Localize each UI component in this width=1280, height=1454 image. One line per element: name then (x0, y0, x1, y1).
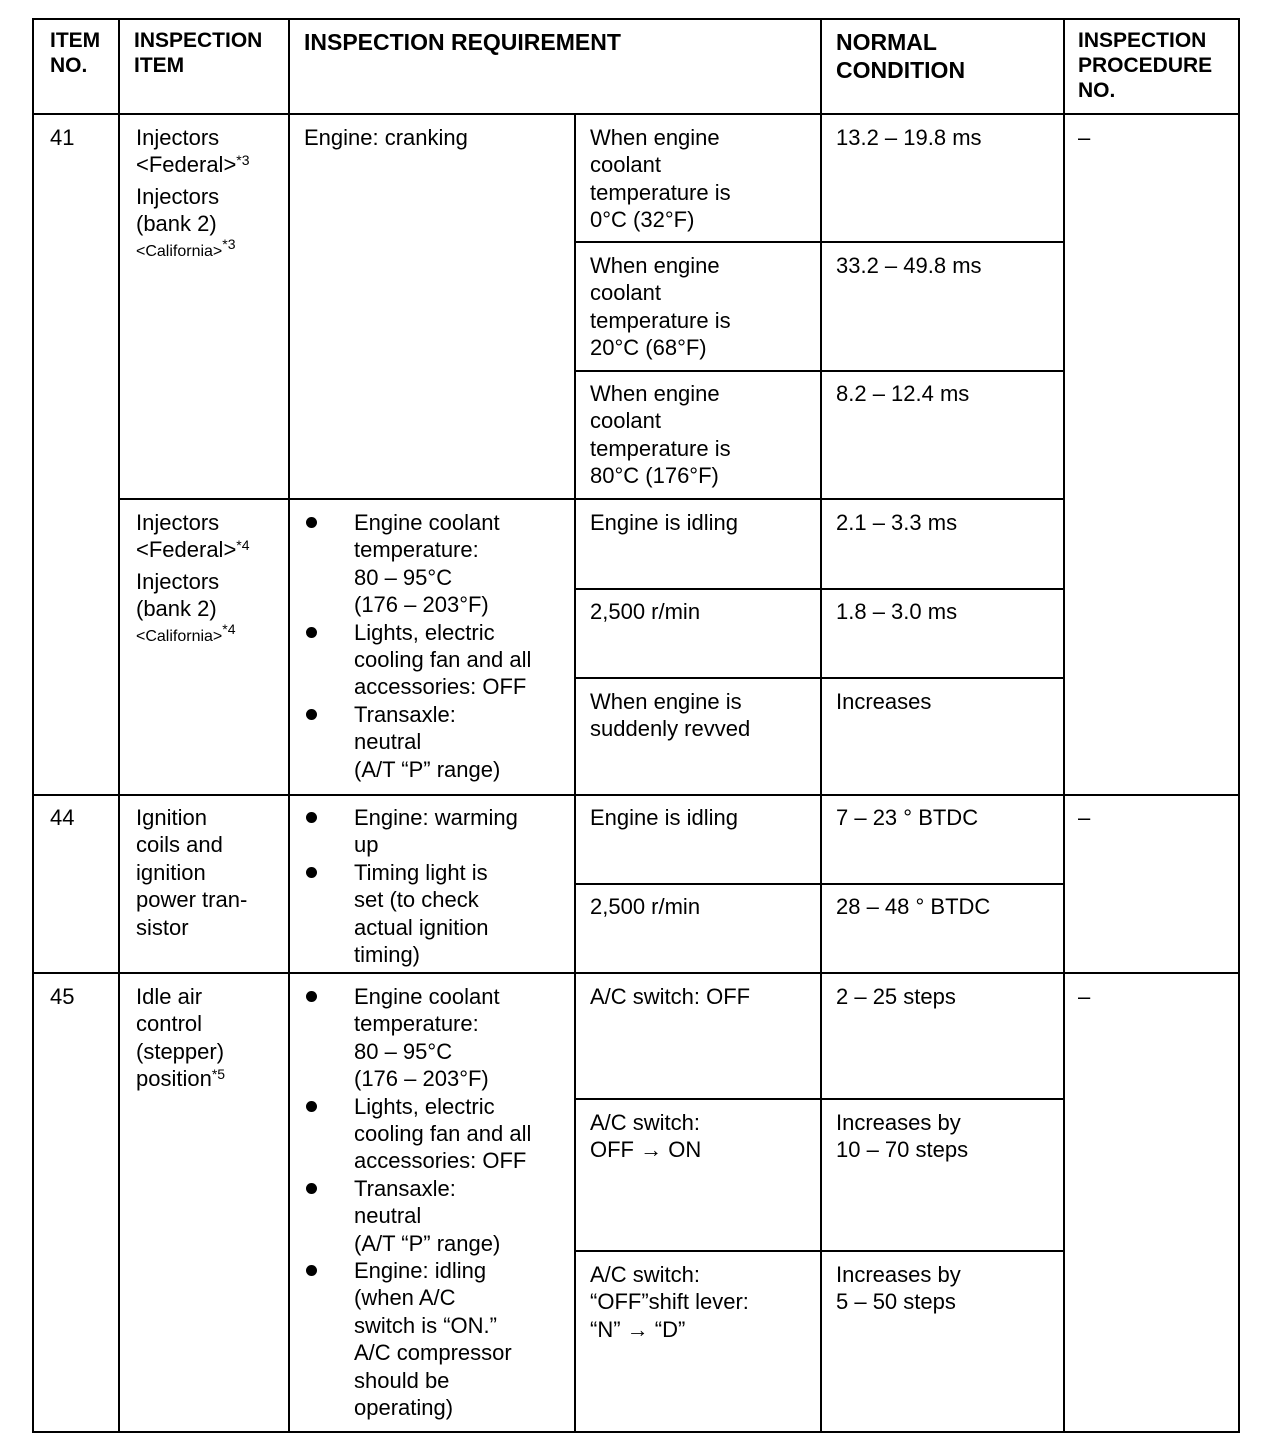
item-line: control (136, 1011, 203, 1037)
header-inspection-item-line2: ITEM (134, 54, 185, 77)
row44-bottom-rule (32, 972, 1240, 974)
condition-line: When engine (590, 125, 720, 150)
row45-procedure-no: – (1078, 984, 1091, 1009)
header-normal-condition-line1: NORMAL (836, 29, 937, 55)
footnote-ref: *3 (236, 152, 250, 169)
item-line: sistor (136, 914, 189, 940)
table-border-top (32, 18, 1240, 20)
item-line: Ignition (136, 805, 207, 830)
row45-normal-1: 2 – 25 steps (836, 984, 956, 1009)
row41a-sub1-rule (574, 241, 1065, 243)
row41a-sub2-rule (574, 370, 1065, 372)
requirement-bullet (290, 1175, 572, 1257)
bullet-line: temperature: (354, 537, 479, 563)
item-line: Idle air (136, 984, 203, 1009)
item-line (136, 1065, 225, 1092)
header-inspection-item (134, 28, 262, 78)
row45-sub1-rule (574, 1098, 1065, 1100)
row41a-item-line (136, 151, 250, 178)
header-bottom-rule (32, 113, 1240, 115)
condition-line: When engine (590, 253, 720, 278)
row44-normal-2: 28 – 48 ° BTDC (836, 894, 991, 919)
row41a-normal-3: 8.2 – 12.4 ms (836, 381, 970, 406)
row41a-item-variant: <California> (136, 242, 223, 260)
condition-line: “OFF”shift lever: (590, 1289, 749, 1315)
bullet-line: cooling fan and all (354, 1121, 532, 1147)
row45-condition-1: A/C switch: OFF (590, 984, 751, 1009)
condition-line: When engine (590, 381, 720, 406)
header-procedure-no-line1: INSPECTION (1078, 29, 1207, 52)
row44-item-no: 44 (50, 805, 75, 830)
row41a-requirement: Engine: cranking (304, 125, 468, 150)
requirement-bullet (290, 804, 572, 859)
bullet-line: temperature: (354, 1011, 479, 1037)
condition-line: OFF → ON (590, 1137, 702, 1163)
header-normal-condition (836, 28, 965, 84)
row41b-normal-3: Increases (836, 689, 932, 714)
bullet-line: Timing light is (354, 859, 488, 885)
bullet-line: operating) (354, 1395, 454, 1421)
requirement-bullet (290, 859, 572, 969)
row41a-condition-2 (590, 252, 731, 362)
bullet-line: (when A/C (354, 1285, 456, 1311)
bullet-line: Engine: idling (354, 1258, 487, 1284)
header-item-no-line2: NO. (50, 54, 88, 77)
row41a-condition-1 (590, 124, 731, 234)
condition-line: coolant (590, 408, 661, 434)
row41-group-rule (118, 498, 1065, 500)
row41a-item-name (136, 124, 250, 265)
header-item-no-line1: ITEM (50, 29, 101, 52)
row41-procedure-no: – (1078, 125, 1091, 150)
row45-condition-2 (590, 1109, 701, 1164)
bullet-line: switch is “ON.” (354, 1312, 497, 1338)
footnote-ref: *4 (222, 620, 236, 637)
bullet-line: 80 – 95°C (354, 564, 453, 590)
table-border-bottom (32, 1431, 1240, 1433)
row41a-condition-3 (590, 380, 731, 490)
row41b-item-line: Injectors (136, 568, 220, 594)
bullet-line: Transaxle: (354, 1175, 456, 1201)
row44-condition-2: 2,500 r/min (590, 894, 701, 919)
row44-condition-1: Engine is idling (590, 805, 738, 830)
condition-line: temperature is (590, 435, 731, 461)
bullet-line: A/C compressor (354, 1340, 512, 1366)
condition-line: temperature is (590, 179, 731, 205)
item-line: power tran- (136, 887, 248, 913)
header-inspection-requirement: INSPECTION REQUIREMENT (304, 29, 621, 55)
row41b-condition-2: 2,500 r/min (590, 599, 701, 624)
condition-line: A/C switch: (590, 1262, 701, 1287)
normal-line: Increases by (836, 1262, 961, 1287)
condition-line: coolant (590, 152, 661, 178)
header-inspection-item-line1: INSPECTION (134, 29, 263, 52)
condition-line: “N” → “D” (590, 1316, 686, 1342)
row41a-item-variant: <Federal> (136, 152, 237, 178)
bullet-line: Lights, electric (354, 1093, 495, 1119)
footnote-ref: *3 (222, 235, 236, 252)
item-line-text: position (136, 1066, 212, 1092)
item-line: (stepper) (136, 1038, 225, 1064)
bullet-line: actual ignition (354, 914, 489, 940)
bullet-line: Engine coolant (354, 984, 500, 1009)
bullet-line: (A/T “P” range) (354, 756, 501, 782)
condition-line: temperature is (590, 307, 731, 333)
table-border-left (32, 18, 34, 1433)
header-procedure-no-line2: PROCEDURE (1078, 54, 1213, 77)
condition-line: coolant (590, 280, 661, 306)
normal-line: 10 – 70 steps (836, 1137, 969, 1163)
row41-item-no: 41 (50, 125, 75, 150)
row41-bottom-rule (32, 794, 1240, 796)
row41b-item-line (136, 536, 250, 563)
requirement-bullet (290, 1257, 572, 1421)
header-procedure-no-line3: NO. (1078, 79, 1116, 102)
normal-line: 5 – 50 steps (836, 1289, 956, 1315)
bullet-line: accessories: OFF (354, 1148, 527, 1174)
row41a-item-line (136, 235, 250, 265)
row44-requirement-list (290, 804, 572, 968)
col-divider-item-no (118, 18, 120, 1433)
row41b-condition-1: Engine is idling (590, 510, 738, 535)
bullet-line: accessories: OFF (354, 674, 527, 700)
bullet-line: set (to check (354, 887, 479, 913)
row44-procedure-no: – (1078, 805, 1091, 830)
row44-sub-rule (574, 883, 1065, 885)
row45-normal-2 (836, 1109, 968, 1164)
row45-sub2-rule (574, 1250, 1065, 1252)
header-item-no (50, 28, 100, 78)
normal-line: Increases by (836, 1110, 961, 1135)
bullet-line: Engine: warming (354, 805, 518, 830)
bullet-line: 80 – 95°C (354, 1038, 453, 1064)
bullet-line: cooling fan and all (354, 647, 532, 673)
row41b-item-line (136, 620, 250, 650)
row45-item-no: 45 (50, 984, 75, 1009)
col-divider-requirement-condition (574, 114, 576, 1433)
bullet-line: Lights, electric (354, 619, 495, 645)
row41b-sub1-rule (574, 588, 1065, 590)
row41b-normal-2: 1.8 – 3.0 ms (836, 599, 958, 624)
row45-item-name (136, 983, 225, 1093)
row45-normal-3 (836, 1261, 961, 1316)
bullet-line: should be (354, 1367, 450, 1393)
bullet-line: (176 – 203°F) (354, 592, 489, 618)
row41b-item-line: Injectors (136, 510, 220, 535)
bullet-line: (176 – 203°F) (354, 1066, 489, 1092)
item-line: ignition (136, 859, 206, 885)
row45-condition-3 (590, 1261, 749, 1343)
bullet-line: up (354, 832, 379, 858)
row41b-item-variant: <Federal> (136, 537, 237, 563)
row41b-item-name (136, 509, 250, 650)
requirement-bullet (290, 701, 572, 783)
requirement-bullet (290, 1093, 572, 1175)
requirement-bullet (290, 983, 572, 1093)
header-procedure-no (1078, 28, 1212, 103)
condition-line: 80°C (176°F) (590, 463, 719, 489)
row41b-requirement-list (290, 509, 572, 783)
row41a-item-line: Injectors (136, 183, 220, 209)
footnote-ref: *4 (236, 537, 250, 554)
condition-line: When engine is (590, 689, 742, 714)
bullet-line: (A/T “P” range) (354, 1230, 501, 1256)
col-divider-procedure-no (1063, 18, 1065, 1433)
row41b-item-variant: <California> (136, 627, 223, 645)
col-divider-normal-condition (820, 18, 822, 1433)
row41b-item-line: (bank 2) (136, 596, 217, 622)
bullet-line: neutral (354, 729, 422, 755)
requirement-bullet (290, 619, 572, 701)
bullet-line: Engine coolant (354, 510, 500, 535)
row41b-sub2-rule (574, 677, 1065, 679)
header-normal-condition-line2: CONDITION (836, 57, 966, 83)
item-line: coils and (136, 832, 223, 858)
condition-line: 20°C (68°F) (590, 335, 707, 361)
row45-requirement-list (290, 983, 572, 1422)
row41a-item-line: (bank 2) (136, 211, 217, 237)
row41a-item-line: Injectors (136, 125, 220, 150)
requirement-bullet (290, 509, 572, 619)
row41b-normal-1: 2.1 – 3.3 ms (836, 510, 958, 535)
condition-line: suddenly revved (590, 716, 751, 742)
row41b-condition-3 (590, 688, 750, 743)
bullet-line: Transaxle: (354, 701, 456, 727)
row41a-normal-1: 13.2 – 19.8 ms (836, 125, 982, 150)
row44-normal-1: 7 – 23 ° BTDC (836, 805, 979, 830)
condition-line: A/C switch: (590, 1110, 701, 1135)
bullet-line: neutral (354, 1203, 422, 1229)
condition-line: 0°C (32°F) (590, 207, 695, 233)
table-border-right (1238, 18, 1240, 1433)
row44-item-name (136, 804, 247, 941)
footnote-ref: *5 (211, 1066, 226, 1083)
row41a-normal-2: 33.2 – 49.8 ms (836, 253, 982, 278)
bullet-line: timing) (354, 942, 421, 968)
